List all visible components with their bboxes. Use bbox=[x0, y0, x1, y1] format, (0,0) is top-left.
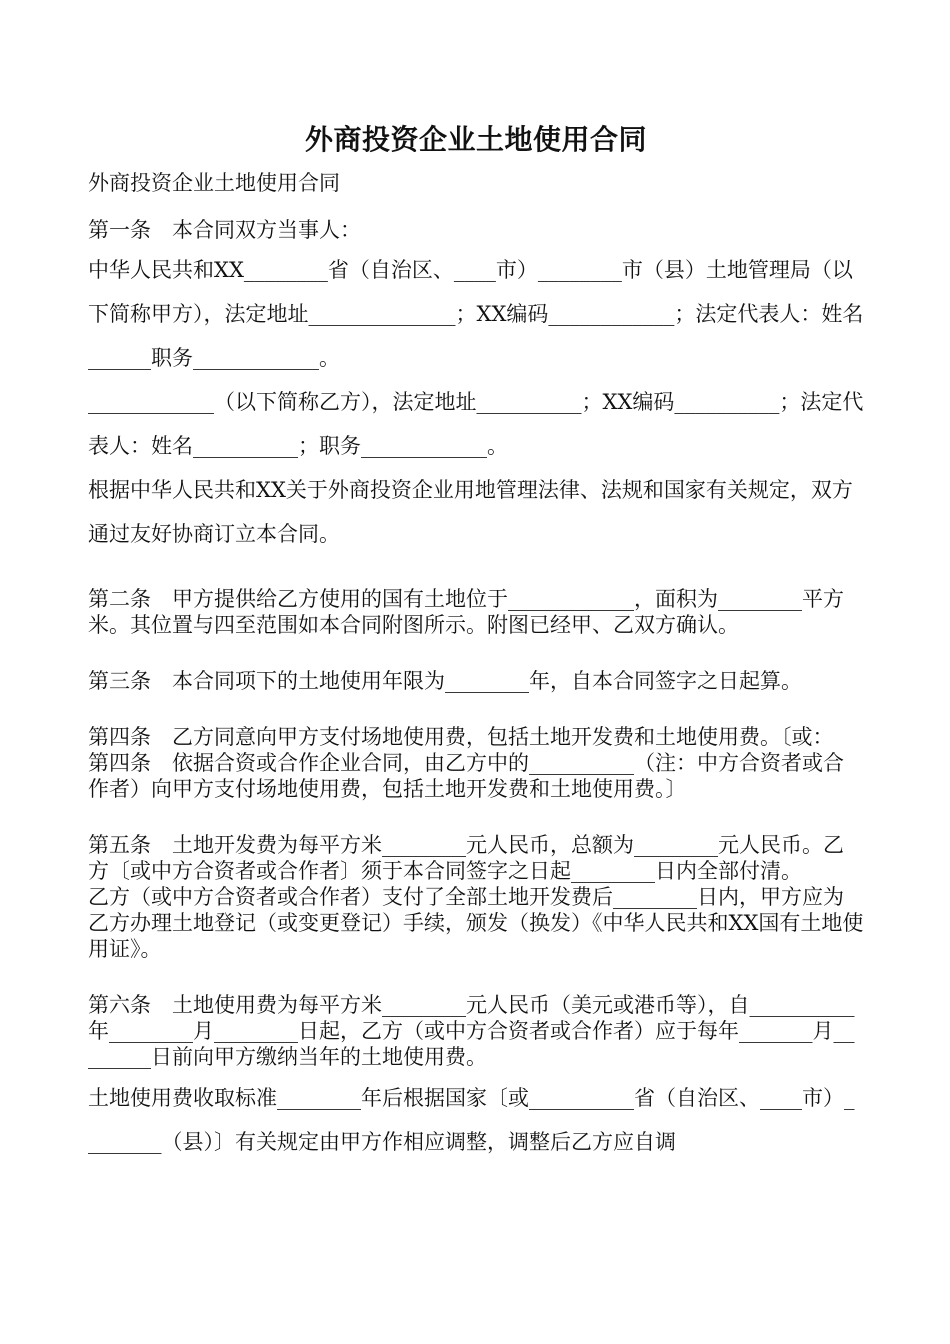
article-1-heading: 第一条 本合同双方当事人： bbox=[88, 218, 361, 242]
article-3-paragraph: 第三条 本合同项下的土地使用年限为________年，自本合同签字之日起算。 bbox=[88, 669, 802, 693]
basis-paragraph: 根据中华人民共和XX关于外商投资企业用地管理法律、法规和国家有关规定，双方通过友好协商订立本合同。 bbox=[88, 478, 853, 546]
article-5-registration-paragraph: 乙方（或中方合资者或合作者）支付了全部土地开发费后________日内，甲方应为乙方办理土地登记（或变更登记）手续，颁发（换发）《中华人民共和XX国有土地使用证》。 bbox=[88, 885, 864, 961]
article-4-paragraph: 第四条 乙方同意向甲方支付场地使用费，包括土地开发费和土地使用费。〔或： bbox=[88, 725, 834, 749]
article-5-paragraph: 第五条 土地开发费为每平方米________元人民币，总额为________元人民币。乙方〔或中方合资者或合作者〕须于本合同签字之日起________日内全部付清。 bbox=[88, 833, 844, 883]
article-2-paragraph: 第二条 甲方提供给乙方使用的国有土地位于____________，面积为________平方米。其位置与四至范围如本合同附图所示。附图已经甲、乙双方确认。 bbox=[88, 587, 844, 637]
party-a-paragraph: 中华人民共和XX________省（自治区、____市）________市（县）土地管理局（以下简称甲方），法定地址______________；XX编码____________；法定代表人：姓名______职务____________。 bbox=[88, 258, 864, 370]
document-title: 外商投资企业土地使用合同 bbox=[304, 123, 647, 156]
fee-standard-paragraph: 土地使用费收取标准________年后根据国家〔或__________省（自治区、____市）________（县）〕有关规定由甲方作相应调整，调整后乙方应自调 bbox=[88, 1086, 855, 1154]
party-b-paragraph: ____________（以下简称乙方），法定地址__________；XX编码__________；法定代表人：姓名__________；职务____________。 bbox=[88, 390, 864, 458]
document-subtitle: 外商投资企业土地使用合同 bbox=[88, 171, 340, 195]
article-6-paragraph: 第六条 土地使用费为每平方米________元人民币（美元或港币等），自__________年________月________日起，乙方（或中方合资者或合作者）应于每年_______月________日前向甲方缴纳当年的土地使用费。 bbox=[88, 993, 855, 1069]
article-4-alt-paragraph: 第四条 依据合资或合作企业合同，由乙方中的__________（注：中方合资者或合作者）向甲方支付场地使用费，包括土地开发费和土地使用费。〕 bbox=[88, 751, 844, 801]
